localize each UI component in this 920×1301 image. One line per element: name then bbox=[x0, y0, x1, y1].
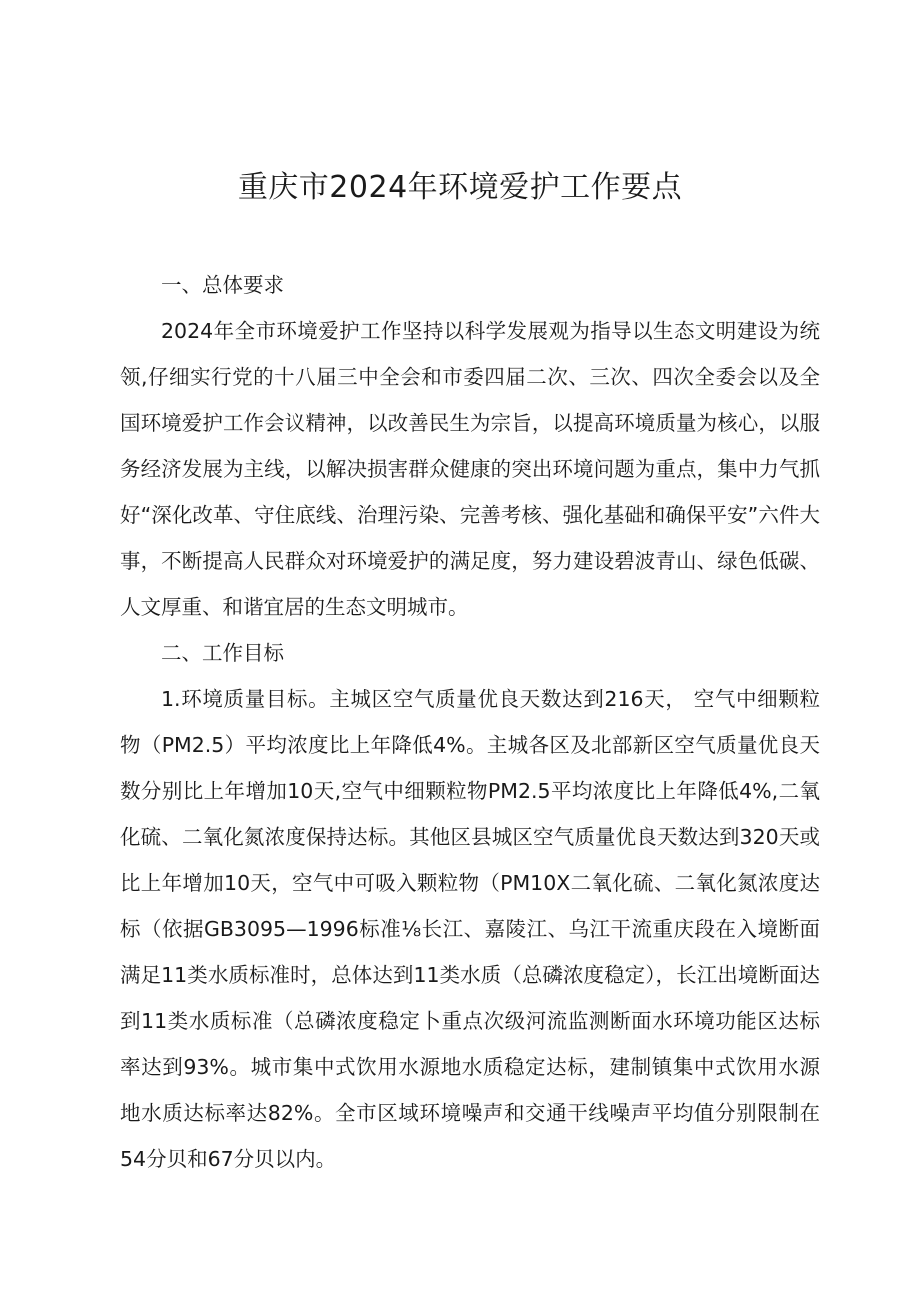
paragraph-environment-quality-goals: 1.环境质量目标。主城区空气质量优良天数达到216天， 空气中细颗粒物（PM2.5）平均浓度比上年降低4%。主城各区及北部新区空气质量优良天数分别比上年增加10天,空气中细颗粒物PM2.5平均浓度比上年降低4%,二氧化硫、二氧化氮浓度保持达标。其他区县城区空气质量优良天数达到320天或比上年增加10天，空气中可吸入颗粒物（PM10X二氧化硫、二氧化氮浓度达标（依据GB3095—1996标准⅛长江、嘉陵江、乌江干流重庆段在入境断面满足11类水质标准时，总体达到11类水质（总磷浓度稳定），长江出境断面达到11类水质标准（总磷浓度稳定卜重点次级河流监测断面水环境功能区达标率达到93%。城市集中式饮用水源地水质稳定达标，建制镇集中式饮用水源地水质达标率达82%。全市区域环境噪声和交通干线噪声平均值分别限制在54分贝和67分贝以内。 bbox=[120, 687, 820, 1171]
section-heading-work-goals: 二、工作目标 bbox=[161, 641, 284, 665]
paragraph-general-requirements: 2024年全市环境爱护工作坚持以科学发展观为指导以生态文明建设为统领,仔细实行党的十八届三中全会和市委四届二次、三次、四次全委会以及全国环境爱护工作会议精神，以改善民生为宗旨，以提高环境质量为核心，以服务经济发展为主线，以解决损害群众健康的突出环境问题为重点，集中力气抓好“深化改革、守住底线、治理污染、完善考核、强化基础和确保平安”六件大事，不断提高人民群众对环境爱护的满足度，努力建设碧波青山、绿色低碳、人文厚重、和谐宜居的生态文明城市。 bbox=[120, 319, 820, 619]
section-heading-general-requirements: 一、总体要求 bbox=[161, 273, 284, 297]
document-title: 重庆市2024年环境爱护工作要点 bbox=[237, 170, 683, 205]
document-body bbox=[120, 262, 820, 1182]
